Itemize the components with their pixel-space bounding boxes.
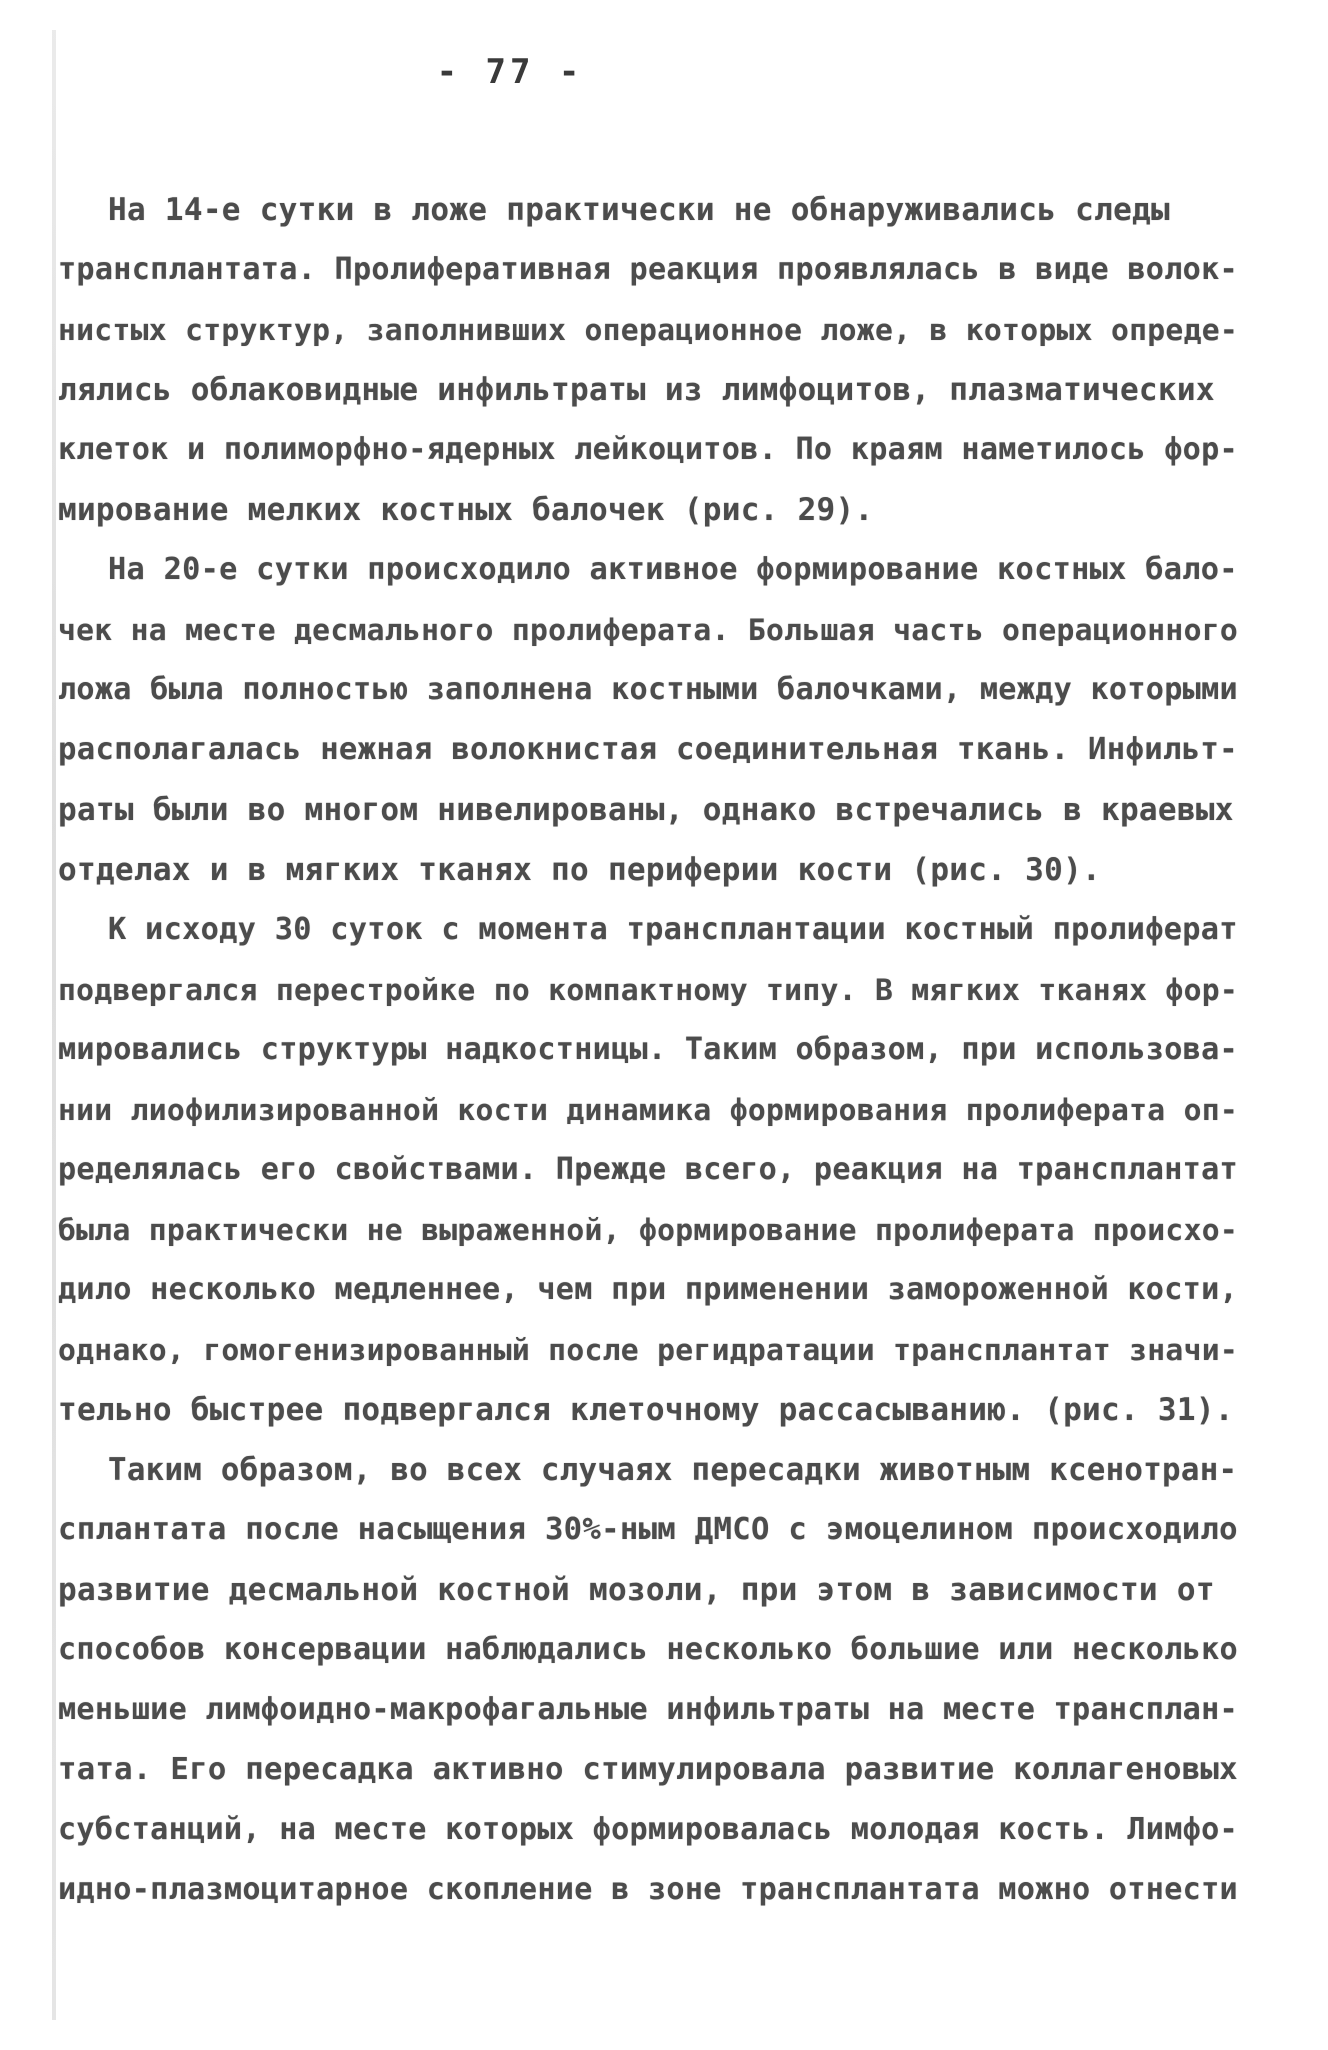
- text-line: ложа была полностью заполнена костными балочками, между которыми: [58, 672, 1238, 707]
- page-number: - 77 -: [436, 52, 584, 92]
- text-line: ределялась его свойствами. Прежде всего, реакция на трансплантат: [58, 1152, 1238, 1187]
- text-line: мировались структуры надкостницы. Таким образом, при использова-: [58, 1032, 1238, 1067]
- text-line: чек на месте десмального пролиферата. Большая часть операционного: [58, 612, 1239, 647]
- text-line: мирование мелких костных балочек (рис. 29).: [58, 492, 874, 528]
- page-left-edge-shadow: [52, 30, 56, 2020]
- text-line: располагалась нежная волокнистая соединительная ткань. Инфильт-: [58, 732, 1238, 767]
- text-line: тата. Его пересадка активно стимулировала развитие коллагеновых: [58, 1752, 1238, 1787]
- text-line: однако, гомогенизированный после регидратации трансплантат значи-: [58, 1332, 1239, 1367]
- text-line: раты были во многом нивелированы, однако встречались в краевых: [58, 792, 1234, 828]
- text-line: К исходу 30 суток с момента трансплантации костный пролиферат: [108, 912, 1238, 947]
- text-line: подвергался перестройке по компактному типу. В мягких тканях фор-: [58, 972, 1239, 1007]
- text-line: На 20-е сутки происходило активное формирование костных бало-: [108, 552, 1238, 587]
- text-line: сплантата после насыщения 30%-ным ДМСО с эмоцелином происходило: [58, 1512, 1238, 1547]
- text-line: идно-плазмоцитарное скопление в зоне трансплантата можно отнести: [58, 1872, 1238, 1907]
- text-line: На 14-е сутки в ложе практически не обнаруживались следы: [108, 192, 1170, 228]
- text-line: тельно быстрее подвергался клеточному рассасыванию. (рис. 31).: [58, 1392, 1234, 1428]
- text-line: лялись облаковидные инфильтраты из лимфоцитов, плазматических: [58, 372, 1215, 408]
- text-line: дило несколько медленнее, чем при применении замороженной кости,: [58, 1272, 1238, 1307]
- body-text: [58, 180, 1238, 1920]
- text-line: нистых структур, заполнивших операционное ложе, в которых опреде-: [58, 312, 1239, 347]
- text-line: меньшие лимфоидно-макрофагальные инфильтраты на месте трансплан-: [58, 1692, 1238, 1727]
- text-line: субстанций, на месте которых формировалась молодая кость. Лимфо-: [58, 1812, 1238, 1847]
- text-line: отделах и в мягких тканях по периферии кости (рис. 30).: [58, 852, 1101, 888]
- text-line: способов консервации наблюдались несколько большие или несколько: [58, 1632, 1238, 1667]
- text-line: Таким образом, во всех случаях пересадки животным ксенотран-: [108, 1452, 1238, 1488]
- text-line: клеток и полиморфно-ядерных лейкоцитов. По краям наметилось фор-: [58, 432, 1238, 467]
- text-line: трансплантата. Пролиферативная реакция проявлялась в виде волок-: [58, 252, 1238, 287]
- text-line: развитие десмальной костной мозоли, при этом в зависимости от: [58, 1572, 1215, 1608]
- text-line: нии лиофилизированной кости динамика формирования пролиферата оп-: [58, 1092, 1239, 1127]
- text-line: была практически не выраженной, формирование пролиферата происхо-: [58, 1212, 1239, 1247]
